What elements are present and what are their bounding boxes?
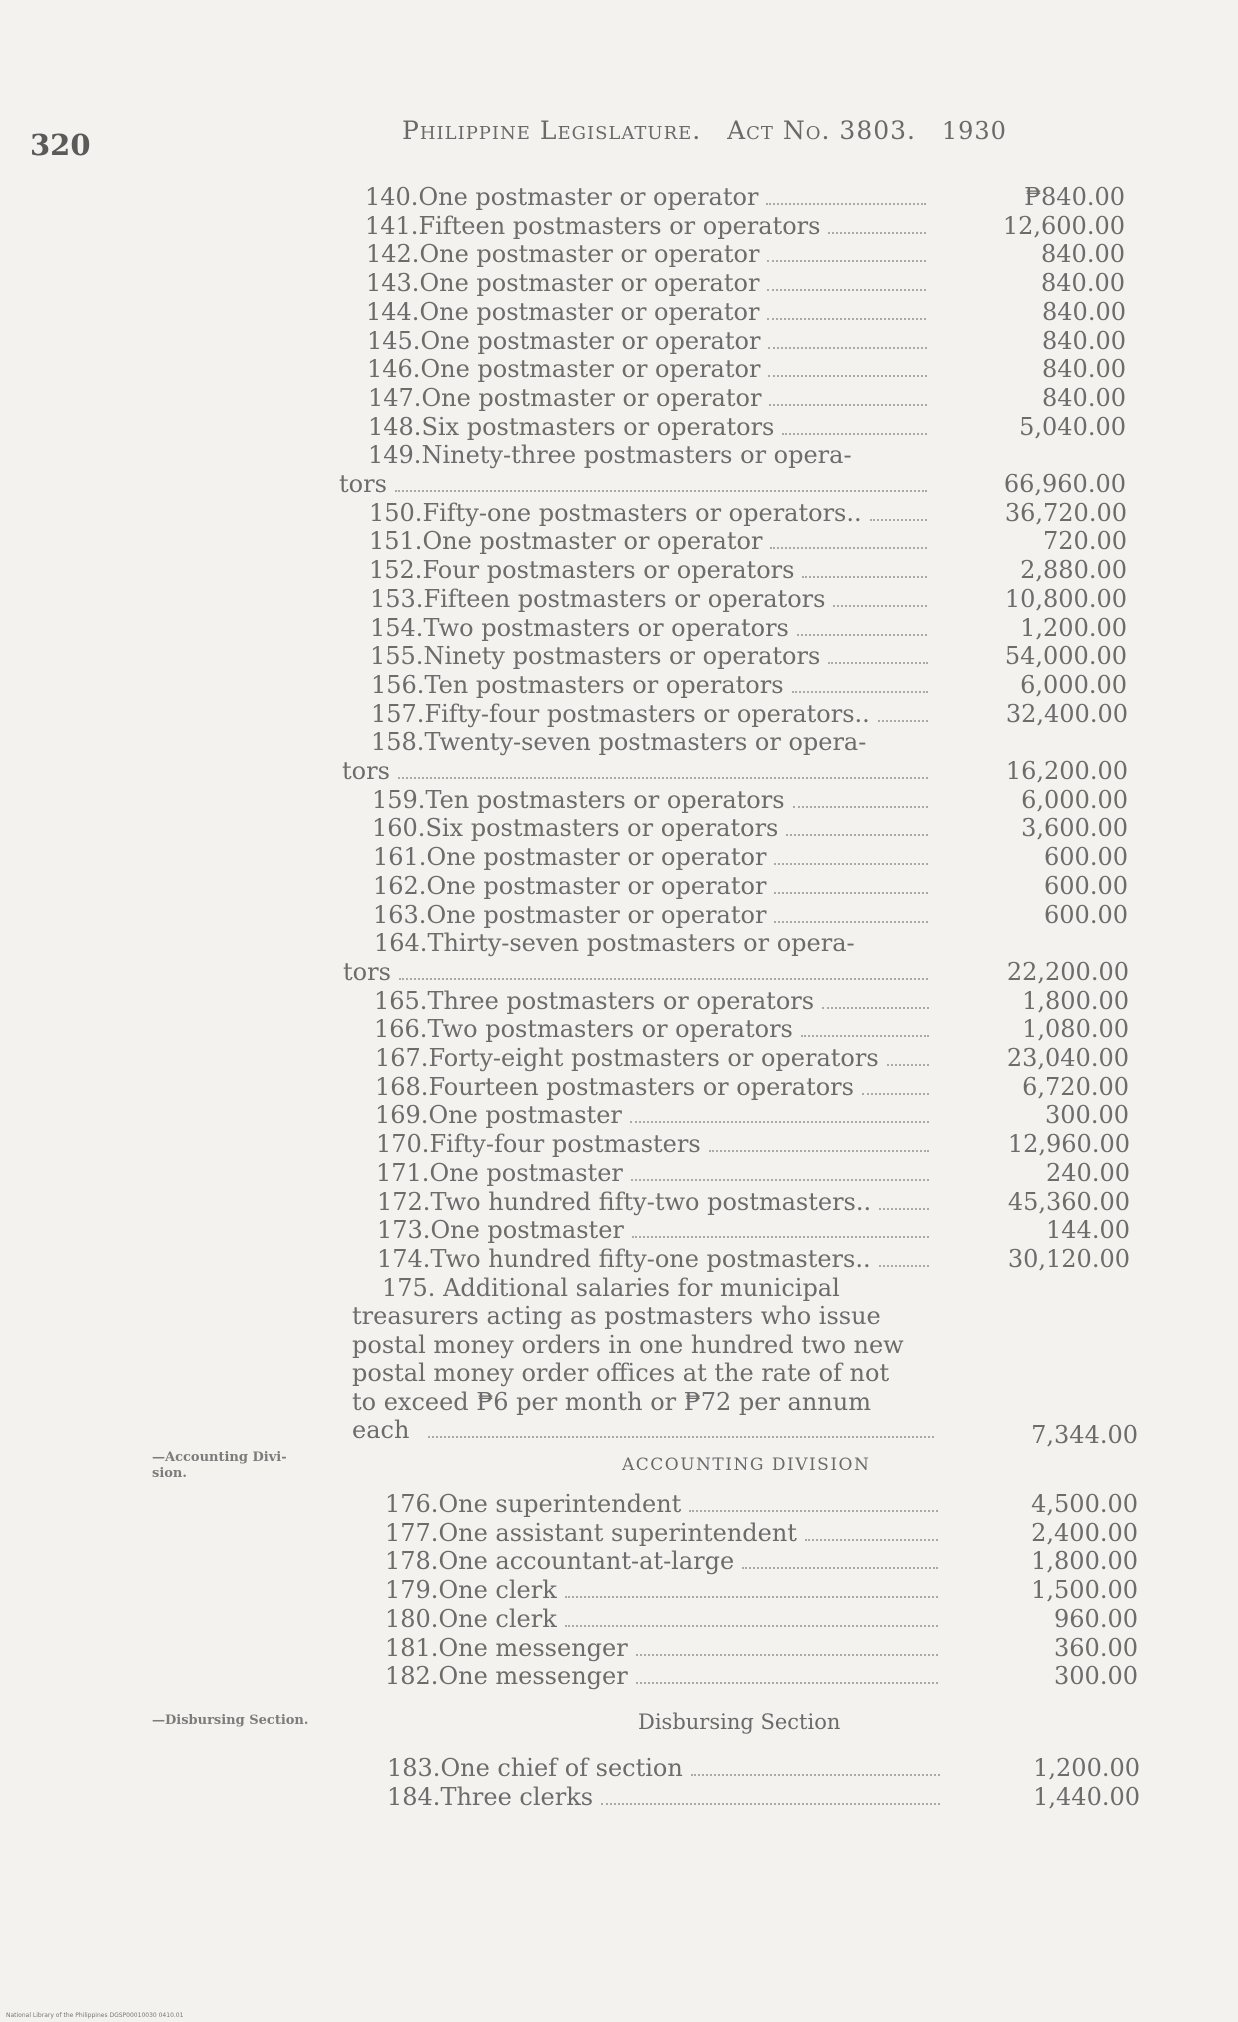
- running-head-act: Act No. 3803.: [727, 116, 916, 145]
- item-number: 140.: [365, 183, 419, 211]
- item-amount: 600.00: [1044, 900, 1128, 929]
- item-amount: 2,400.00: [1031, 1518, 1138, 1547]
- item-number: 159.: [372, 785, 426, 814]
- item-amount: 30,120.00: [1007, 1244, 1130, 1273]
- item-description: Two hundred fifty-two postmasters..: [430, 1187, 872, 1216]
- item-description-continued: tors: [339, 470, 387, 498]
- dot-leader: [887, 1062, 929, 1066]
- item-amount: 300.00: [1054, 1662, 1138, 1691]
- item-amount: 5,040.00: [1019, 412, 1126, 441]
- item-number: 172.: [377, 1187, 431, 1216]
- item-175-line: postal money order offices at the rate of not: [352, 1359, 890, 1388]
- item-amount: 3,600.00: [1021, 814, 1128, 843]
- item-amount: 6,000.00: [1020, 670, 1127, 699]
- item-description: Thirty-seven postmasters or opera-: [427, 929, 855, 958]
- main-item-29: [375, 1101, 622, 1129]
- item-description: Three postmasters or operators: [427, 986, 815, 1015]
- dot-leader: [742, 1565, 938, 1569]
- item-175-line: postal money orders in one hundred two new: [352, 1330, 904, 1359]
- dot-leader: [870, 517, 927, 521]
- section-heading-accounting: ACCOUNTING DIVISION: [622, 1455, 871, 1475]
- dot-leader: [395, 488, 927, 492]
- item-number: 154.: [370, 613, 424, 642]
- dot-leader: [399, 976, 928, 980]
- item-number: 162.: [373, 871, 427, 900]
- dot-leader: [774, 919, 928, 923]
- item-number: 141.: [365, 211, 419, 240]
- item-description: Three clerks: [440, 1782, 594, 1811]
- item-number: 182.: [385, 1662, 439, 1691]
- dot-leader: [565, 1623, 938, 1627]
- dot-leader: [879, 1263, 929, 1267]
- item-amount: 32,400.00: [1005, 699, 1128, 728]
- item-number: 173.: [377, 1216, 431, 1245]
- footer-credit: National Library of the Philippines DGSP00010030 0410.01: [6, 2012, 184, 2019]
- main-item-11: [369, 527, 762, 555]
- margin-note-accounting: [152, 1450, 287, 1482]
- dot-leader: [636, 1652, 938, 1656]
- item-description-continued: tors: [343, 957, 391, 986]
- item-description: One postmaster or operator: [418, 183, 759, 211]
- dot-leader: [768, 345, 927, 349]
- item-amount: 840.00: [1042, 383, 1126, 412]
- main-item-13: [370, 585, 825, 613]
- item-description: One chief of section: [440, 1754, 683, 1782]
- item-number: 165.: [374, 986, 428, 1015]
- item-description: Fifteen postmasters or operators: [423, 584, 826, 613]
- item-amount: 6,000.00: [1021, 785, 1128, 814]
- dot-leader: [862, 1091, 929, 1095]
- item-amount: 1,800.00: [1031, 1547, 1138, 1576]
- dot-leader: [793, 804, 928, 808]
- item-description: Ten postmasters or operators: [425, 785, 785, 814]
- main-item-17: [371, 700, 870, 728]
- disbursing-item-1: [387, 1783, 593, 1811]
- item-amount: 54,000.00: [1004, 642, 1127, 671]
- main-item-9: [368, 441, 852, 469]
- dot-leader: [630, 1119, 929, 1123]
- dot-leader: [766, 201, 926, 205]
- item-description: One postmaster: [428, 1101, 622, 1130]
- item-amount: 840.00: [1042, 326, 1126, 355]
- dot-leader: [822, 1005, 929, 1009]
- item-amount: 840.00: [1042, 355, 1126, 384]
- item-number: 179.: [385, 1576, 439, 1605]
- item-number: 164.: [374, 929, 428, 958]
- item-description: Ninety postmasters or operators: [423, 642, 821, 671]
- main-item-26: [374, 1015, 793, 1043]
- item-number: 170.: [376, 1130, 430, 1159]
- dot-leader: [691, 1772, 940, 1776]
- main-item-5: [367, 327, 760, 355]
- item-description: Two postmasters or operators: [423, 613, 789, 642]
- item-number: 174.: [377, 1244, 431, 1273]
- margin-note-disbursing: —Disbursing Section.: [152, 1713, 309, 1728]
- disbursing-item-0: [387, 1754, 683, 1782]
- item-amount: 10,800.00: [1004, 584, 1127, 613]
- item-175-line: each: [352, 1416, 410, 1445]
- dot-leader: [828, 660, 928, 664]
- item-number: 148.: [368, 412, 422, 441]
- item-number: 161.: [373, 843, 427, 872]
- item-number: 147.: [368, 383, 422, 412]
- item-description: One postmaster or operator: [426, 900, 767, 929]
- item-number: 146.: [367, 355, 421, 384]
- dot-leader: [833, 603, 927, 607]
- item-amount: 12,600.00: [1002, 211, 1125, 240]
- item-number: 149.: [368, 441, 422, 470]
- item-amount: 840.00: [1042, 297, 1126, 326]
- item-175-line: treasurers acting as postmasters who issue: [352, 1302, 881, 1331]
- item-amount: 22,200.00: [1006, 957, 1129, 986]
- dot-leader: [767, 258, 926, 262]
- accounting-item-0: [385, 1490, 681, 1518]
- item-description: Fifty-four postmasters: [429, 1130, 701, 1159]
- item-amount: 36,720.00: [1004, 498, 1127, 527]
- dot-leader: [632, 1234, 929, 1238]
- item-description: Ninety-three postmasters or opera-: [421, 441, 852, 470]
- dot-leader: [792, 689, 928, 693]
- item-number: 167.: [375, 1044, 429, 1072]
- item-description: Forty-eight postmasters or operators: [428, 1044, 879, 1072]
- item-amount: 2,880.00: [1020, 556, 1127, 585]
- item-description: One postmaster or operator: [422, 527, 763, 556]
- item-amount: 1,200.00: [1033, 1754, 1140, 1782]
- item-number: 143.: [366, 269, 420, 298]
- item-description: One messenger: [438, 1662, 628, 1691]
- item-number: 145.: [367, 326, 421, 355]
- item-description: Fifty-one postmasters or operators..: [422, 498, 862, 527]
- accounting-item-3: [385, 1576, 557, 1604]
- item-description: Fourteen postmasters or operators: [428, 1072, 854, 1101]
- item-amount: 1,080.00: [1022, 1015, 1129, 1044]
- item-description: Fifty-four postmasters or operators..: [424, 699, 870, 728]
- item-number: 152.: [369, 556, 423, 585]
- item-description: One postmaster or operator: [419, 297, 760, 326]
- dot-leader: [767, 287, 926, 291]
- item-number: 184.: [387, 1782, 441, 1811]
- main-item-12: [369, 556, 794, 584]
- item-amount: 66,960.00: [1003, 470, 1126, 498]
- item-amount: 1,800.00: [1022, 986, 1129, 1015]
- main-item-32: [377, 1188, 871, 1216]
- item-number: 160.: [372, 814, 426, 843]
- main-item-31: [376, 1159, 623, 1187]
- main-item-20: [372, 814, 778, 842]
- accounting-item-1: [385, 1519, 797, 1547]
- main-item-25: [374, 987, 814, 1015]
- main-item-2: [366, 240, 759, 268]
- item-description: Twenty-seven postmasters or opera-: [424, 728, 867, 757]
- item-description: One postmaster: [430, 1216, 624, 1245]
- item-number: 144.: [366, 297, 420, 326]
- section-heading-disbursing: Disbursing Section: [638, 1710, 841, 1734]
- item-amount: 840.00: [1041, 240, 1125, 269]
- dot-leader: [805, 1537, 938, 1541]
- dot-leader: [879, 1206, 929, 1210]
- main-item-3: [366, 269, 759, 297]
- dot-leader: [769, 402, 927, 406]
- main-item-33: [377, 1216, 624, 1244]
- item-number: 183.: [387, 1754, 441, 1782]
- item-amount: 6,720.00: [1022, 1072, 1129, 1101]
- item-description: One messenger: [438, 1633, 628, 1662]
- item-number: 176.: [385, 1490, 439, 1518]
- item-description: One assistant superintendent: [438, 1518, 797, 1547]
- dot-leader: [398, 775, 928, 779]
- dot-leader: [802, 574, 927, 578]
- item-amount: 4,500.00: [1031, 1490, 1138, 1518]
- dot-leader: [636, 1680, 938, 1684]
- item-amount: ₱840.00: [1024, 183, 1125, 211]
- item-amount: 960.00: [1054, 1604, 1138, 1633]
- margin-note-accounting-line1: —Accounting Divi-: [152, 1450, 287, 1465]
- item-number: 142.: [366, 240, 420, 269]
- item-description: One postmaster or operator: [419, 240, 760, 269]
- item-175-amount: 7,344.00: [1031, 1421, 1138, 1450]
- main-item-34: [377, 1245, 871, 1273]
- item-description: One accountant-at-large: [438, 1547, 735, 1576]
- item-amount: 16,200.00: [1005, 757, 1128, 785]
- item-amount: 840.00: [1041, 269, 1125, 298]
- item-175-line: to exceed ₱6 per month or ₱72 per annum: [352, 1387, 871, 1416]
- main-item-7: [368, 384, 761, 412]
- item-description: One postmaster or operator: [426, 871, 767, 900]
- item-number: 178.: [385, 1547, 439, 1576]
- item-description: Six postmasters or operators: [425, 814, 779, 843]
- item-amount: 300.00: [1045, 1101, 1129, 1130]
- item-number: 181.: [385, 1633, 439, 1662]
- dot-leader: [878, 718, 928, 722]
- running-head-year: 1930: [941, 117, 1007, 145]
- item-number: 151.: [369, 527, 423, 556]
- main-item-28: [375, 1073, 854, 1101]
- item-amount: 1,200.00: [1020, 613, 1127, 642]
- item-description: One postmaster or operator: [419, 269, 760, 298]
- main-item-15: [370, 642, 820, 670]
- item-number: 163.: [373, 900, 427, 929]
- main-item-19: [372, 786, 785, 814]
- item-description: One postmaster or operator: [420, 355, 761, 384]
- dot-leader: [709, 1148, 929, 1152]
- main-item-27: [375, 1044, 879, 1072]
- dot-leader: [828, 230, 926, 234]
- item-amount: 600.00: [1044, 871, 1128, 900]
- dot-leader: [797, 632, 927, 636]
- item-number: 156.: [371, 670, 425, 699]
- main-item-4: [366, 298, 759, 326]
- dot-leader: [774, 861, 928, 865]
- accounting-item-4: [385, 1605, 557, 1633]
- dot-leader: [565, 1594, 938, 1598]
- running-head: [402, 116, 1007, 145]
- main-item-18: [371, 728, 866, 756]
- running-head-title: Philippine Legislature.: [402, 116, 702, 145]
- main-item-21: [373, 843, 766, 871]
- item-amount: 23,040.00: [1006, 1044, 1129, 1072]
- dot-leader: [774, 890, 928, 894]
- dot-leader: [689, 1508, 938, 1512]
- accounting-item-5: [385, 1634, 628, 1662]
- item-number: 158.: [371, 728, 425, 757]
- item-description: Two hundred fifty-one postmasters..: [430, 1244, 871, 1273]
- item-number: 171.: [376, 1158, 430, 1187]
- item-description: One postmaster or operator: [421, 383, 762, 412]
- item-number: 166.: [374, 1015, 428, 1044]
- dot-leader: [782, 431, 927, 435]
- item-amount: 720.00: [1043, 527, 1127, 556]
- item-description: Two postmasters or operators: [427, 1015, 793, 1044]
- item-amount: 1,440.00: [1033, 1782, 1140, 1811]
- item-number: 168.: [375, 1072, 429, 1101]
- item-description-continued: tors: [342, 757, 390, 785]
- dot-leader: [428, 1434, 934, 1438]
- main-item-22: [373, 872, 766, 900]
- main-item-14: [370, 614, 789, 642]
- item-number: 153.: [370, 584, 424, 613]
- main-item-0: [365, 183, 758, 211]
- item-description: Six postmasters or operators: [421, 412, 775, 441]
- item-amount: 45,360.00: [1007, 1187, 1130, 1216]
- item-description: One postmaster: [429, 1158, 623, 1187]
- item-amount: 240.00: [1046, 1158, 1130, 1187]
- main-item-8: [368, 413, 774, 441]
- dot-leader: [786, 832, 928, 836]
- dot-leader: [801, 1033, 929, 1037]
- margin-note-accounting-line2: sion.: [152, 1466, 187, 1481]
- item-number: 150.: [369, 498, 423, 527]
- main-item-23: [373, 901, 766, 929]
- dot-leader: [767, 316, 926, 320]
- item-description: One clerk: [438, 1576, 557, 1605]
- main-item-6: [367, 355, 760, 383]
- item-number: 169.: [375, 1101, 429, 1130]
- dot-leader: [770, 545, 927, 549]
- item-number: 177.: [385, 1518, 439, 1547]
- page-number: 320: [30, 128, 91, 162]
- accounting-item-2: [385, 1547, 734, 1575]
- main-item-10: [369, 499, 862, 527]
- item-description: One clerk: [438, 1604, 557, 1633]
- main-item-1: [365, 212, 820, 240]
- main-item-16: [371, 671, 784, 699]
- item-number: 180.: [385, 1604, 439, 1633]
- item-number: 157.: [371, 699, 425, 728]
- dot-leader: [601, 1801, 940, 1805]
- item-description: Four postmasters or operators: [422, 556, 795, 585]
- item-description: One postmaster or operator: [420, 326, 761, 355]
- dot-leader: [768, 373, 927, 377]
- item-175-paragraph: [352, 1274, 904, 1445]
- item-amount: 360.00: [1054, 1633, 1138, 1662]
- item-amount: 144.00: [1046, 1216, 1130, 1245]
- accounting-item-6: [385, 1662, 628, 1690]
- dot-leader: [631, 1177, 929, 1181]
- item-amount: 600.00: [1044, 843, 1128, 872]
- item-description: Ten postmasters or operators: [424, 670, 784, 699]
- item-description: One postmaster or operator: [426, 843, 767, 872]
- item-amount: 12,960.00: [1007, 1130, 1130, 1159]
- item-description: One superintendent: [438, 1490, 682, 1518]
- item-number: 155.: [370, 642, 424, 671]
- item-175-line: 175. Additional salaries for municipal: [382, 1273, 840, 1302]
- item-amount: 1,500.00: [1031, 1576, 1138, 1605]
- main-item-30: [376, 1130, 701, 1158]
- item-description: Fifteen postmasters or operators: [418, 211, 821, 240]
- main-item-24: [374, 929, 855, 957]
